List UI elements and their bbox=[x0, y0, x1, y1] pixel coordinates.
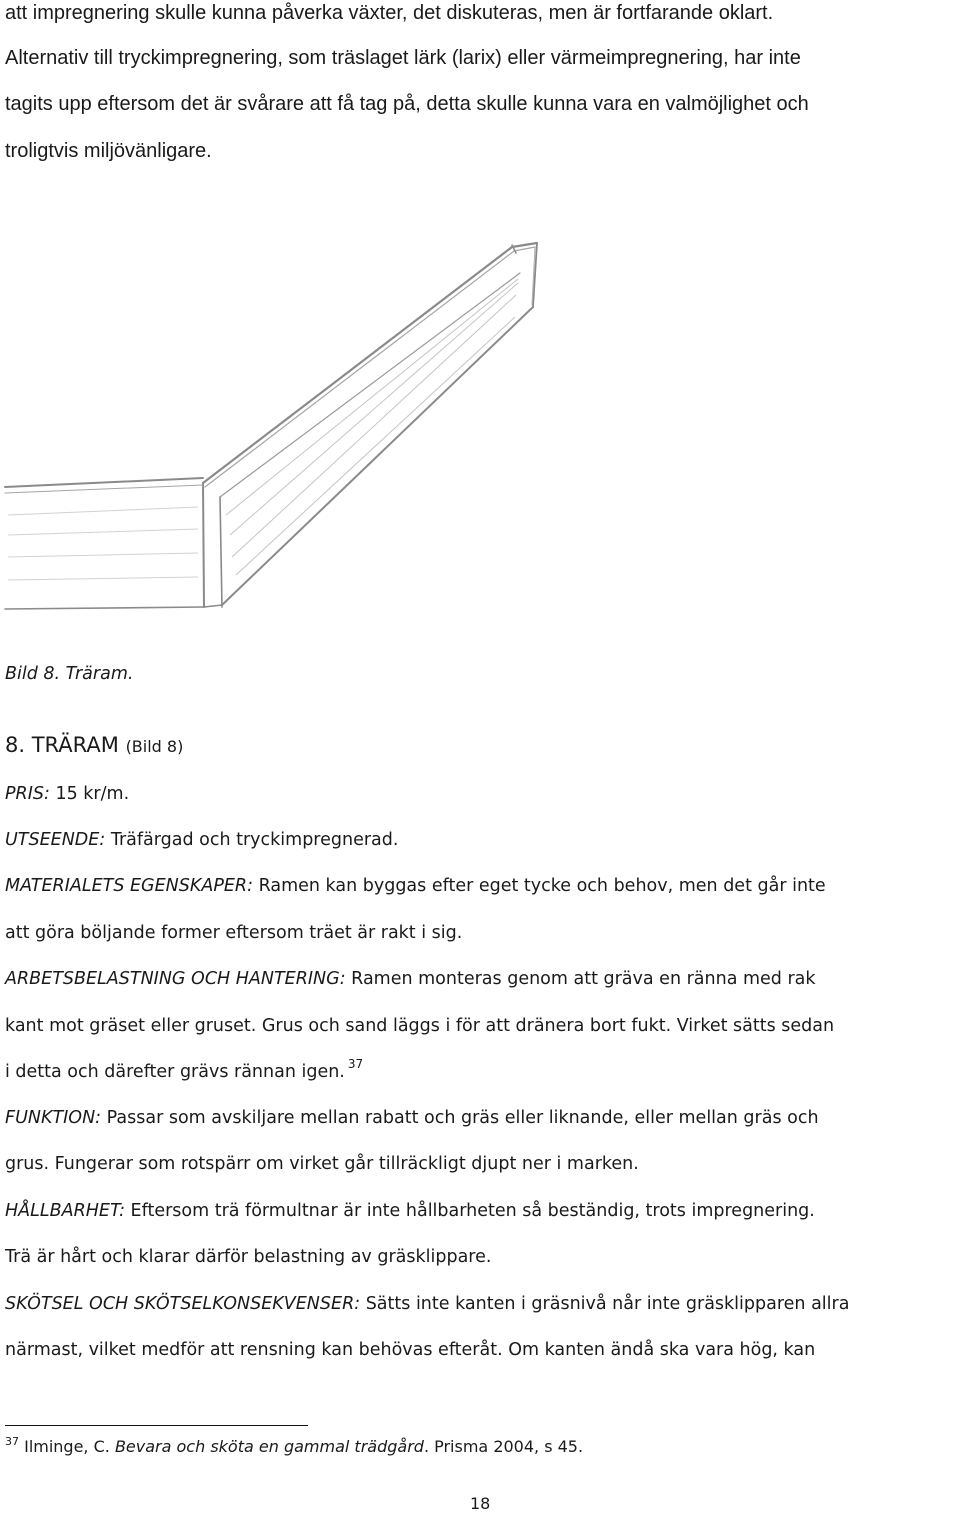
body-text-line: tagits upp eftersom det är svårare att få tag på, detta skulle kunna vara en valmöjlighet och bbox=[5, 93, 809, 115]
section-figure-ref: (Bild 8) bbox=[125, 737, 184, 756]
body-text-line: Alternativ till tryckimpregnering, som träslaget lärk (larix) eller värmeimpregnering, har inte bbox=[5, 47, 801, 69]
material-text: Ramen kan byggas efter eget tycke och behov, men det går inte bbox=[258, 876, 826, 896]
short-board-bottom bbox=[5, 607, 204, 609]
work-text: Ramen monteras genom att gräva en ränna med rak bbox=[351, 969, 816, 989]
durability-text-cont: Trä är hårt och klarar därför belastning av gräsklippare. bbox=[5, 1247, 492, 1267]
footnote-number: 37 bbox=[5, 1435, 19, 1448]
function-text-cont: grus. Fungerar som rotspärr om virket går tillräckligt djupt ner i marken. bbox=[5, 1154, 639, 1174]
durability-text: Eftersom trä förmultnar är inte hållbarheten så beständig, trots impregnering. bbox=[130, 1201, 815, 1221]
footnote bbox=[5, 1437, 583, 1456]
work-line bbox=[5, 969, 816, 989]
maintenance-line bbox=[5, 1294, 849, 1314]
appearance-line bbox=[5, 830, 398, 850]
price-line bbox=[5, 784, 129, 804]
footnote-author: Ilminge, C. bbox=[24, 1437, 110, 1456]
function-text: Passar som avskiljare mellan rabatt och gräs eller liknande, eller mellan gräs och bbox=[106, 1108, 819, 1128]
board-top-edge bbox=[203, 243, 537, 483]
footnote-publication: . Prisma 2004, s 45. bbox=[423, 1437, 584, 1456]
page-number: 18 bbox=[470, 1494, 491, 1513]
maintenance-text-cont: närmast, vilket medför att rensning kan behövas efteråt. Om kanten ändå ska vara hög, kan bbox=[5, 1340, 816, 1360]
body-text-line: troligtvis miljövänligare. bbox=[5, 140, 212, 162]
material-label: MATERIALETS EGENSKAPER: bbox=[5, 876, 253, 896]
maintenance-label: SKÖTSEL OCH SKÖTSELKONSEKVENSER: bbox=[5, 1294, 361, 1314]
material-line bbox=[5, 876, 826, 896]
maintenance-text: Sätts inte kanten i gräsnivå når inte gräsklipparen allra bbox=[365, 1294, 850, 1314]
function-line bbox=[5, 1108, 819, 1128]
work-text-cont: kant mot gräset eller gruset. Grus och sand läggs i för att dränera bort fukt. Virket sätts sedan bbox=[5, 1016, 835, 1036]
material-text-cont: att göra böljande former eftersom träet är rakt i sig. bbox=[5, 923, 463, 943]
durability-line bbox=[5, 1201, 815, 1221]
work-text-last: i detta och därefter grävs rännan igen. bbox=[5, 1062, 345, 1082]
appearance-label: UTSEENDE: bbox=[5, 830, 106, 850]
board-corner-edge bbox=[203, 483, 204, 607]
appearance-value: Träfärgad och tryckimpregnerad. bbox=[110, 830, 399, 850]
short-board-shading bbox=[8, 507, 198, 580]
body-text-line: att impregnering skulle kunna påverka växter, det diskuteras, men är fortfarande oklart. bbox=[5, 2, 774, 24]
price-value: 15 kr/m. bbox=[55, 784, 130, 804]
board-shading bbox=[226, 279, 518, 575]
work-text-end bbox=[5, 1057, 364, 1082]
footnote-divider bbox=[5, 1425, 308, 1426]
footnote-title: Bevara och sköta en gammal trädgård bbox=[114, 1437, 424, 1456]
function-label: FUNKTION: bbox=[5, 1108, 102, 1128]
work-label: ARBETSBELASTNING OCH HANTERING: bbox=[5, 969, 346, 989]
durability-label: HÅLLBARHET: bbox=[5, 1201, 125, 1221]
board-bottom-edge bbox=[222, 307, 533, 605]
section-title: 8. TRÄRAM bbox=[5, 733, 119, 757]
figure-caption: Bild 8. Träram. bbox=[5, 664, 134, 684]
footnote-reference[interactable]: 37 bbox=[347, 1057, 364, 1071]
section-heading bbox=[5, 733, 183, 757]
price-label: PRIS: bbox=[5, 784, 50, 804]
wooden-frame-sketch bbox=[0, 235, 960, 630]
short-board-top bbox=[5, 478, 203, 487]
